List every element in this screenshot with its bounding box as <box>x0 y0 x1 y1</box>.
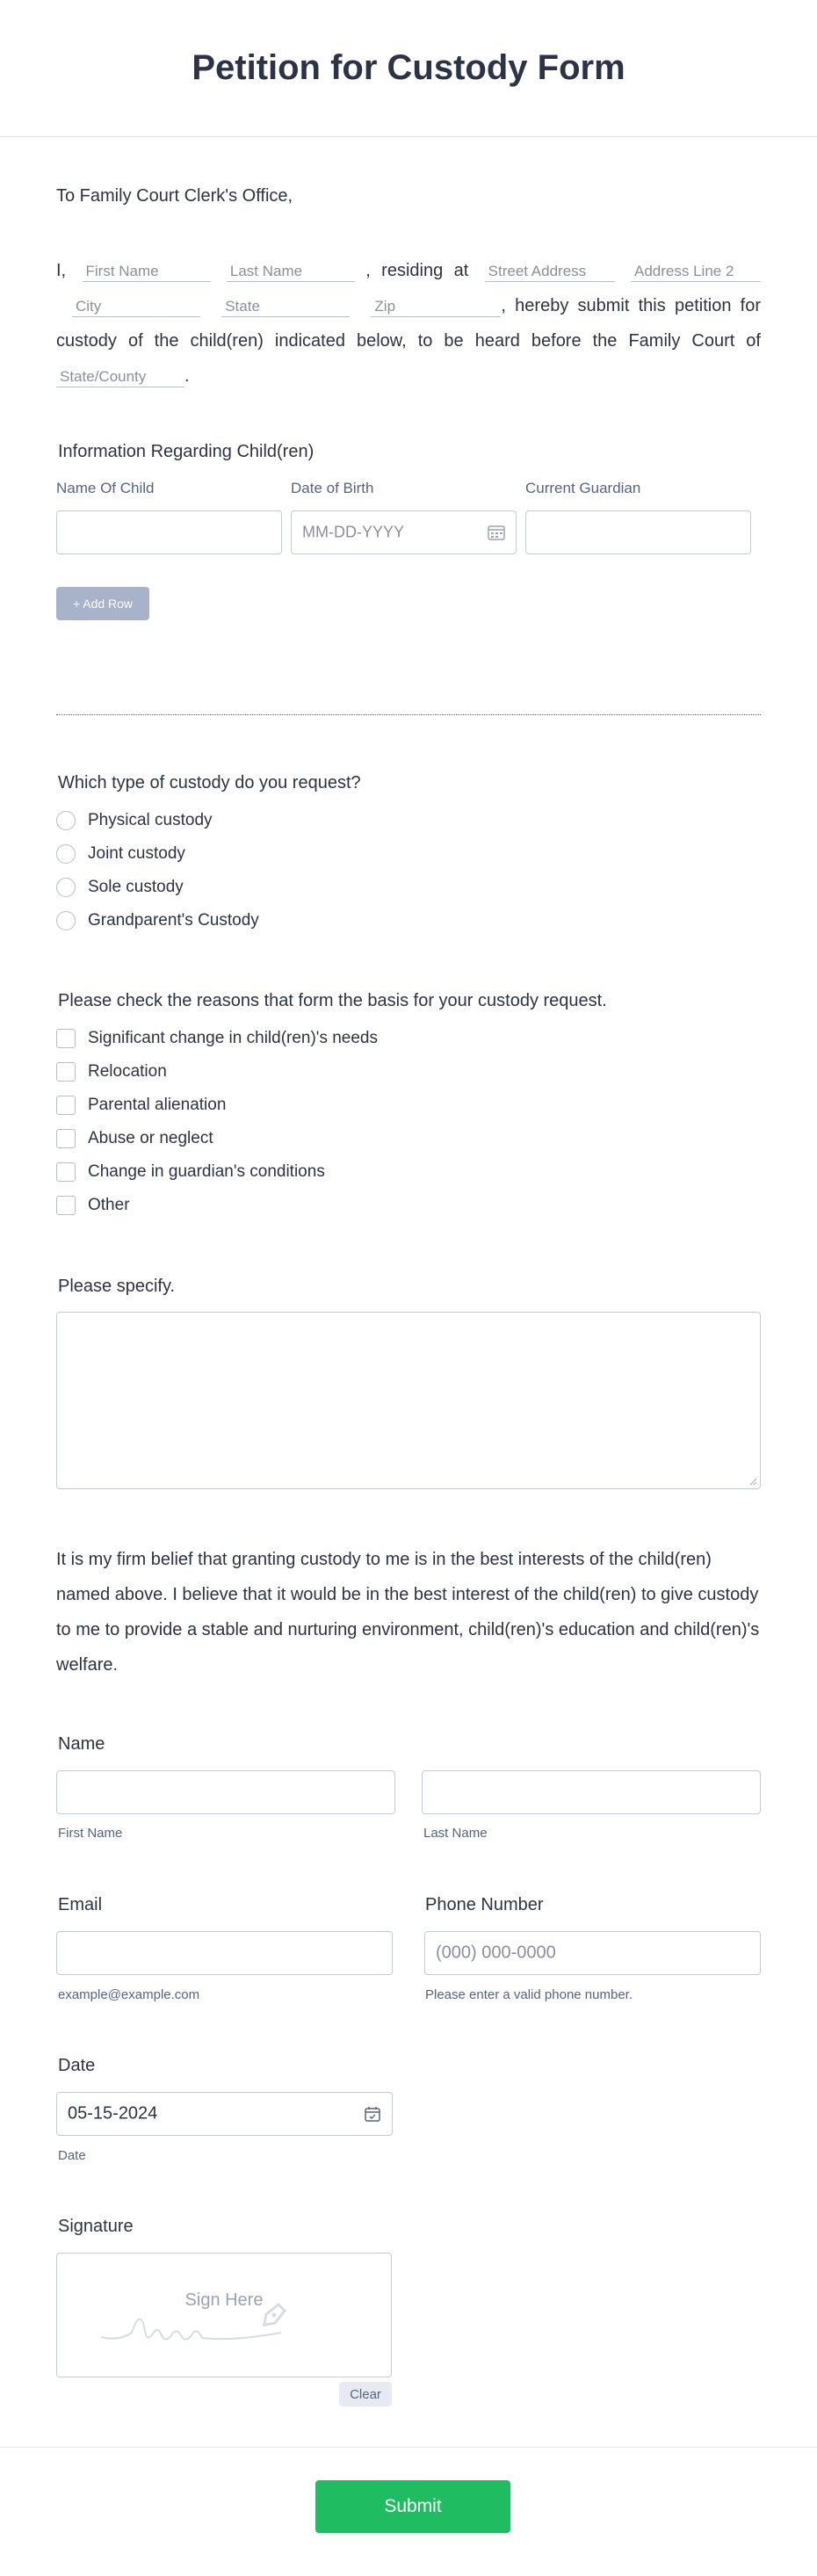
footer-divider <box>0 2447 817 2448</box>
col-current-guardian: Current Guardian <box>525 480 641 496</box>
checkbox[interactable] <box>56 1129 76 1148</box>
signature-label: Signature <box>58 2217 134 2236</box>
radio-option[interactable] <box>56 811 213 830</box>
checkbox-label: Other <box>88 1196 130 1214</box>
email-sublabel: example@example.com <box>58 1987 200 2002</box>
child-dob-input[interactable] <box>291 510 517 554</box>
child-name-input[interactable] <box>56 510 282 554</box>
radio-circle[interactable] <box>56 844 76 864</box>
first-name-field[interactable]: First Name <box>83 262 211 282</box>
radio-circle[interactable] <box>56 811 76 830</box>
radio-circle[interactable] <box>56 911 76 930</box>
date-label: Date <box>58 2056 96 2075</box>
email-label: Email <box>58 1895 103 1914</box>
page-title: Petition for Custody Form <box>192 48 625 87</box>
checkbox[interactable] <box>56 1029 76 1048</box>
radio-label: Grandparent's Custody <box>88 911 259 930</box>
checkbox-label: Significant change in child(ren)'s needs <box>88 1029 378 1047</box>
specify-textarea[interactable] <box>56 1312 761 1489</box>
address-line2-field[interactable]: Address Line 2 <box>631 262 761 282</box>
residing-at-text: , residing at <box>365 261 469 280</box>
first-name-input[interactable] <box>56 1770 395 1814</box>
resize-handle-icon[interactable] <box>748 1477 757 1486</box>
last-name-sublabel: Last Name <box>423 1826 488 1841</box>
sign-here-text: Sign Here <box>184 2290 264 2310</box>
zip-field[interactable]: Zip <box>371 297 501 317</box>
checkbox[interactable] <box>56 1062 76 1082</box>
radio-label: Physical custody <box>88 811 213 829</box>
submit-button[interactable]: Submit <box>315 2480 510 2533</box>
section-divider <box>56 714 761 715</box>
checkbox-label: Parental alienation <box>88 1096 227 1114</box>
checkbox[interactable] <box>56 1196 76 1215</box>
intro-paragraph <box>56 253 761 394</box>
checkbox-option[interactable] <box>56 1062 167 1082</box>
date-input[interactable] <box>56 2092 393 2136</box>
state-county-field[interactable]: State/County <box>56 367 184 387</box>
calendar-icon[interactable] <box>364 2106 381 2123</box>
radio-circle[interactable] <box>56 878 76 897</box>
name-label: Name <box>58 1734 105 1754</box>
phone-label: Phone Number <box>425 1895 544 1914</box>
checkbox[interactable] <box>56 1096 76 1115</box>
date-sublabel: Date <box>58 2148 86 2163</box>
checkbox-option[interactable] <box>56 1196 130 1215</box>
state-field[interactable]: State <box>221 297 350 317</box>
signature-pad[interactable] <box>56 2253 392 2377</box>
reasons-question: Please check the reasons that form the basis for your custody request. <box>58 991 607 1010</box>
checkbox-option[interactable] <box>56 1096 226 1115</box>
col-date-of-birth: Date of Birth <box>291 480 374 496</box>
radio-option[interactable] <box>56 911 259 930</box>
greeting-text: To Family Court Clerk's Office, <box>56 186 293 206</box>
intro-i: I, <box>56 261 67 280</box>
signature-scribble-icon <box>92 2289 356 2359</box>
checkbox-label: Change in guardian's conditions <box>88 1162 325 1181</box>
dob-placeholder: MM-DD-YYYY <box>302 523 404 541</box>
last-name-input[interactable] <box>422 1770 761 1814</box>
first-name-sublabel: First Name <box>58 1826 123 1841</box>
period-text: . <box>184 366 190 386</box>
date-value: 05-15-2024 <box>68 2103 158 2124</box>
current-guardian-input[interactable] <box>525 510 751 554</box>
phone-input[interactable] <box>424 1931 761 1975</box>
checkbox[interactable] <box>56 1162 76 1182</box>
last-name-field[interactable]: Last Name <box>227 262 355 282</box>
specify-label: Please specify. <box>58 1277 176 1296</box>
radio-option[interactable] <box>56 878 184 897</box>
checkbox-option[interactable] <box>56 1029 378 1048</box>
hereby-text: , hereby submit this petition for custody of the child(ren) indicated below, to be heard before the Family Court of <box>56 296 761 351</box>
checkbox-option[interactable] <box>56 1162 325 1182</box>
custody-type-question: Which type of custody do you request? <box>58 773 361 792</box>
street-address-field[interactable]: Street Address <box>485 262 615 282</box>
belief-statement: It is my firm belief that granting custody to me is in the best interests of the child(ren) named above. I believe that it would be in the best interest of the child(ren) to give custody to me to provide a stable and nurturing environment, child(ren)'s education and child(ren)'s welfare. <box>56 1550 760 1675</box>
phone-placeholder: (000) 000-0000 <box>436 1943 556 1963</box>
clear-signature-button[interactable]: Clear <box>339 2382 392 2406</box>
radio-label: Sole custody <box>88 878 184 896</box>
checkbox-label: Abuse or neglect <box>88 1129 213 1147</box>
radio-option[interactable] <box>56 844 185 864</box>
add-row-button[interactable]: + Add Row <box>56 587 149 620</box>
email-input[interactable] <box>56 1931 393 1975</box>
checkbox-label: Relocation <box>88 1062 167 1081</box>
children-section-title: Information Regarding Child(ren) <box>58 442 315 461</box>
col-name-of-child: Name Of Child <box>56 480 155 496</box>
form-header <box>0 0 817 137</box>
city-field[interactable]: City <box>72 297 200 317</box>
calendar-icon[interactable] <box>488 525 505 540</box>
phone-sublabel: Please enter a valid phone number. <box>425 1987 633 2002</box>
radio-label: Joint custody <box>88 844 185 863</box>
checkbox-option[interactable] <box>56 1129 213 1148</box>
